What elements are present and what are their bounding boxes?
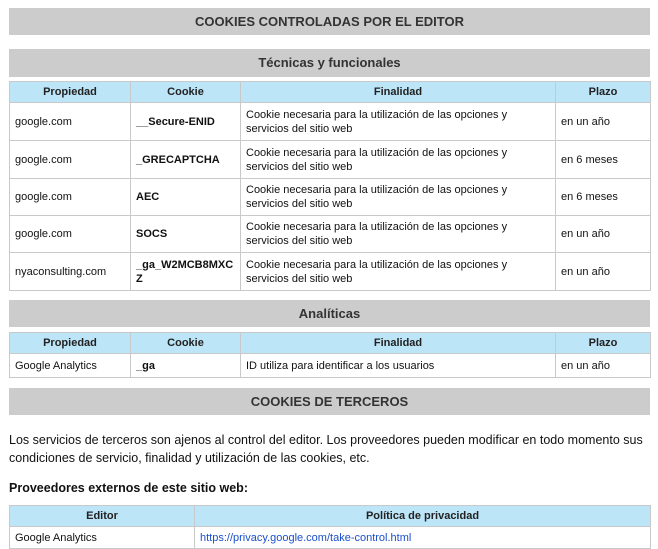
table-row <box>10 527 651 549</box>
cell-cookie: _ga <box>131 354 241 378</box>
header-editor: Editor <box>10 506 195 527</box>
header-cookie: Cookie <box>131 82 241 103</box>
cell-plazo: en un año <box>556 103 651 141</box>
proveedores-table <box>9 505 651 549</box>
header-politica: Política de privacidad <box>195 506 651 527</box>
cell-cookie: _GRECAPTCHA <box>131 141 241 179</box>
header-plazo: Plazo <box>556 82 651 103</box>
tecnicas-table <box>9 81 651 291</box>
table-header-row <box>10 506 651 527</box>
cell-finalidad: Cookie necesaria para la utilización de las opciones y servicios del sitio web <box>241 216 556 253</box>
cell-finalidad: Cookie necesaria para la utilización de las opciones y servicios del sitio web <box>241 103 556 141</box>
analiticas-table <box>9 332 651 378</box>
header-plazo: Plazo <box>556 333 651 354</box>
cell-propiedad: Google Analytics <box>10 354 131 378</box>
table-header-row <box>10 82 651 103</box>
cell-politica <box>195 527 651 549</box>
header-finalidad: Finalidad <box>241 333 556 354</box>
table-row <box>10 354 651 378</box>
table-row <box>10 103 651 141</box>
cell-editor: Google Analytics <box>10 527 195 549</box>
cell-plazo: en 6 meses <box>556 141 651 179</box>
cell-cookie: __Secure-ENID <box>131 103 241 141</box>
cell-finalidad: Cookie necesaria para la utilización de las opciones y servicios del sitio web <box>241 179 556 216</box>
cell-finalidad: ID utiliza para identificar a los usuarios <box>241 354 556 378</box>
cell-propiedad: google.com <box>10 179 131 216</box>
section-title-terceros: COOKIES DE TERCEROS <box>9 388 650 415</box>
cell-plazo: en un año <box>556 354 651 378</box>
header-propiedad: Propiedad <box>10 333 131 354</box>
section-title-analiticas: Analíticas <box>9 300 650 327</box>
cell-plazo: en 6 meses <box>556 179 651 216</box>
cell-propiedad: nyaconsulting.com <box>10 253 131 291</box>
terceros-description: Los servicios de terceros son ajenos al control del editor. Los proveedores pueden modificar en todo momento sus condiciones de servicio, finalidad y utilización de las cookies, etc. <box>9 433 643 465</box>
privacy-policy-link[interactable]: https://privacy.google.com/take-control.html <box>200 531 412 544</box>
header-cookie: Cookie <box>131 333 241 354</box>
cell-plazo: en un año <box>556 216 651 253</box>
cell-propiedad: google.com <box>10 141 131 179</box>
section-title-tecnicas: Técnicas y funcionales <box>9 49 650 77</box>
cell-cookie: _ga_W2MCB8MXCZ <box>131 253 241 291</box>
cell-propiedad: google.com <box>10 103 131 141</box>
proveedores-heading: Proveedores externos de este sitio web: <box>9 481 248 495</box>
table-header-row <box>10 333 651 354</box>
table-row <box>10 141 651 179</box>
cell-plazo: en un año <box>556 253 651 291</box>
table-row <box>10 216 651 253</box>
header-propiedad: Propiedad <box>10 82 131 103</box>
header-finalidad: Finalidad <box>241 82 556 103</box>
cell-finalidad: Cookie necesaria para la utilización de las opciones y servicios del sitio web <box>241 253 556 291</box>
cell-cookie: SOCS <box>131 216 241 253</box>
table-row <box>10 253 651 291</box>
table-row <box>10 179 651 216</box>
cell-propiedad: google.com <box>10 216 131 253</box>
cell-finalidad: Cookie necesaria para la utilización de las opciones y servicios del sitio web <box>241 141 556 179</box>
section-title-editor: COOKIES CONTROLADAS POR EL EDITOR <box>9 8 650 35</box>
cell-cookie: AEC <box>131 179 241 216</box>
